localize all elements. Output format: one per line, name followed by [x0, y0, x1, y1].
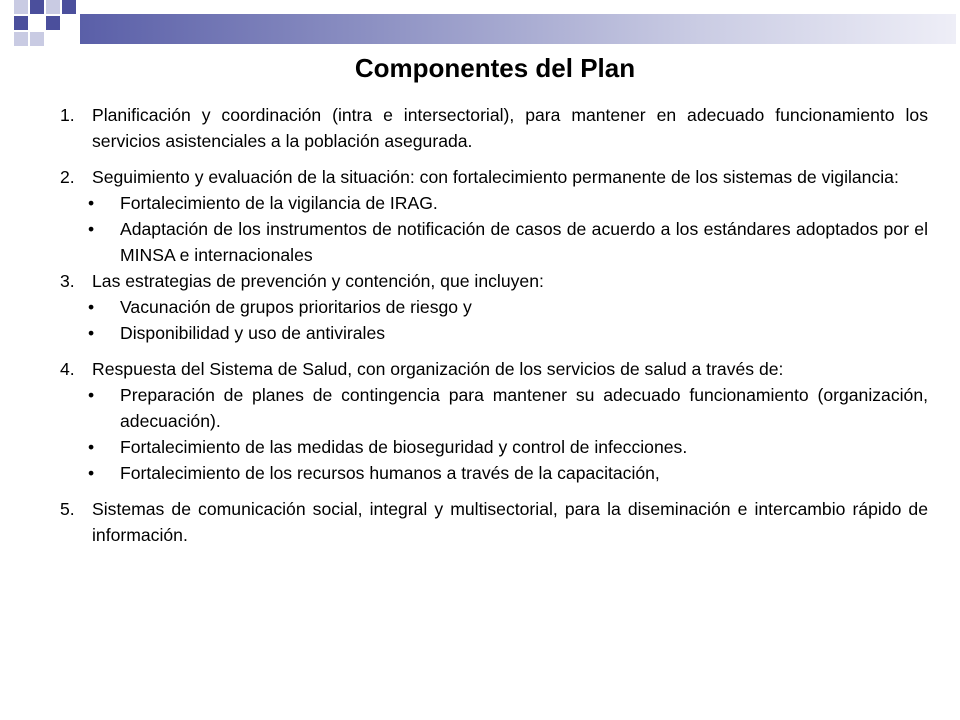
- bullet-text: Fortalecimiento de las medidas de bioseguridad y control de infecciones.: [120, 437, 688, 457]
- plan-list: [60, 102, 928, 548]
- item-text: Las estrategias de prevención y contención, que incluyen:: [92, 271, 544, 291]
- bullet-item: [60, 190, 928, 216]
- bullet-icon: •: [88, 463, 95, 483]
- page-title: Componentes del Plan: [354, 53, 636, 83]
- header-bar: [80, 14, 956, 44]
- list-item-1: [60, 102, 928, 154]
- bullet-item: [60, 216, 928, 268]
- bullet-icon: •: [88, 437, 95, 457]
- bullet-icon: •: [88, 323, 95, 343]
- bullet-text: Fortalecimiento de los recursos humanos a través de la capacitación,: [120, 463, 660, 483]
- bullet-icon: •: [88, 193, 95, 213]
- item-number: 1.: [60, 105, 75, 125]
- list-item-3: [60, 268, 928, 294]
- item-number: 2.: [60, 167, 75, 187]
- header-square: [14, 16, 28, 30]
- item-text: Sistemas de comunicación social, integral y multisectorial, para la diseminación e intercambio rápido de información.: [92, 499, 928, 545]
- header-square: [30, 0, 44, 14]
- item-number: 4.: [60, 359, 75, 379]
- bullet-text: Fortalecimiento de la vigilancia de IRAG.: [120, 193, 438, 213]
- item-text: Planificación y coordinación (intra e intersectorial), para mantener en adecuado funcionamiento los servicios asistenciales a la población asegurada.: [92, 105, 928, 151]
- header-square: [14, 32, 28, 46]
- list-item-2: [60, 164, 928, 190]
- header-square: [46, 16, 60, 30]
- header-square: [62, 0, 76, 14]
- header-square: [46, 0, 60, 14]
- list-item-4: [60, 356, 928, 382]
- bullet-item: [60, 294, 928, 320]
- item-text: Respuesta del Sistema de Salud, con organización de los servicios de salud a través de:: [92, 359, 784, 379]
- bullet-icon: •: [88, 385, 95, 405]
- item-number: 5.: [60, 499, 75, 519]
- bullet-text: Preparación de planes de contingencia para mantener su adecuado funcionamiento (organización, adecuación).: [120, 385, 928, 431]
- bullet-text: Disponibilidad y uso de antivirales: [120, 323, 386, 343]
- bullet-text: Vacunación de grupos prioritarios de riesgo y: [120, 297, 472, 317]
- list-item-5: [60, 496, 928, 548]
- bullet-icon: •: [88, 297, 95, 317]
- item-number: 3.: [60, 271, 75, 291]
- bullet-icon: •: [88, 219, 95, 239]
- item-text: Seguimiento y evaluación de la situación: con fortalecimiento permanente de los sistemas de vigilancia:: [92, 167, 899, 187]
- bullet-item: [60, 382, 928, 434]
- bullet-item: [60, 434, 928, 460]
- bullet-text: Adaptación de los instrumentos de notificación de casos de acuerdo a los estándares adoptados por el MINSA e internacionales: [120, 219, 928, 265]
- bullet-item: [60, 460, 928, 486]
- header-square: [14, 0, 28, 14]
- header-square: [30, 32, 44, 46]
- bullet-item: [60, 320, 928, 346]
